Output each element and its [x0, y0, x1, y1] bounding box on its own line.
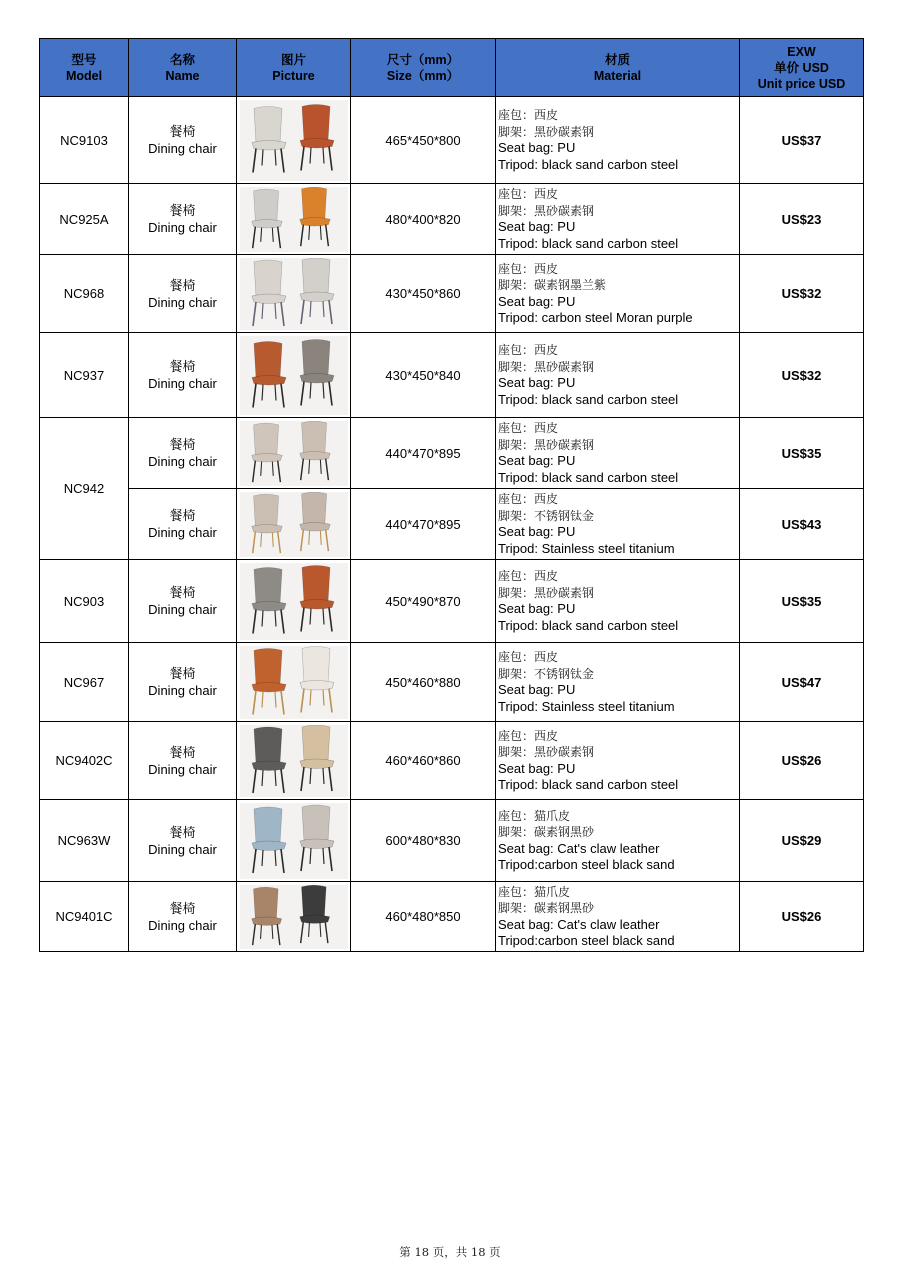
material-cell	[496, 560, 740, 643]
name-cell	[129, 643, 237, 722]
material-line-cn: 脚架：碳素钢黑砂	[498, 825, 595, 839]
product-photo	[240, 725, 348, 797]
size-cell: 450*460*880	[351, 643, 496, 722]
name-cn: 餐椅	[169, 124, 196, 139]
model-cell: NC963W	[40, 800, 129, 882]
material-line-en: Seat bag: PU	[498, 453, 576, 468]
name-cn: 餐椅	[169, 824, 196, 840]
material-line-cn: 脚架：黑砂碳素钢	[498, 745, 595, 759]
material-line-en: Tripod: Stainless steel titanium	[498, 540, 675, 556]
price-cell: US$43	[740, 489, 864, 560]
material-line-en: Tripod: carbon steel Moran purple	[498, 310, 693, 325]
material-line-en: Tripod: black sand carbon steel	[498, 391, 679, 407]
material-line-cn: 脚架：碳素钢黑砂	[498, 901, 595, 915]
material-line-en: Tripod:carbon steel black sand	[498, 857, 675, 872]
table-row	[40, 255, 864, 333]
material-line-cn: 脚架：碳素钢墨兰紫	[498, 278, 607, 292]
material-line-cn: 座包：西皮	[498, 261, 559, 276]
name-cn: 餐椅	[169, 277, 196, 293]
name-cell	[129, 418, 237, 489]
name-cell	[129, 800, 237, 882]
size-cell: 440*470*895	[351, 418, 496, 489]
header-name	[129, 39, 237, 97]
material-line-en: Seat bag: PU	[498, 524, 576, 539]
material-line-cn: 座包：猫爪皮	[498, 808, 571, 823]
header-size-en: Size（mm）	[386, 68, 460, 83]
picture-cell	[237, 722, 351, 800]
name-cell	[129, 722, 237, 800]
material-cell	[496, 184, 740, 255]
product-photo	[240, 563, 348, 640]
picture-cell	[237, 333, 351, 418]
material-cell	[496, 333, 740, 418]
table-row	[40, 560, 864, 643]
table-row	[40, 333, 864, 418]
name-cell	[129, 560, 237, 643]
header-price	[740, 39, 864, 97]
name-en: Dining chair	[148, 525, 217, 540]
header-model	[40, 39, 129, 97]
name-en: Dining chair	[148, 602, 217, 617]
price-cell: US$35	[740, 560, 864, 643]
material-line-cn: 脚架：黑砂碳素钢	[498, 437, 595, 452]
header-material-en: Material	[593, 68, 642, 83]
header-material	[496, 39, 740, 97]
material-cell	[496, 800, 740, 882]
name-cn: 餐椅	[169, 744, 196, 760]
name-cn: 餐椅	[169, 900, 196, 916]
model-cell: NC903	[40, 560, 129, 643]
material-line-en: Tripod: black sand carbon steel	[498, 156, 679, 172]
header-model-en: Model	[65, 68, 103, 83]
picture-cell	[237, 489, 351, 560]
material-line-en: Seat bag: PU	[498, 375, 576, 390]
material-cell	[496, 882, 740, 952]
model-cell: NC925A	[40, 184, 129, 255]
price-cell: US$26	[740, 882, 864, 952]
name-cell	[129, 255, 237, 333]
size-cell: 480*400*820	[351, 184, 496, 255]
material-cell	[496, 418, 740, 489]
size-cell: 600*480*830	[351, 800, 496, 882]
material-line-cn: 脚架：黑砂碳素钢	[498, 203, 595, 218]
material-cell	[496, 643, 740, 722]
page-footer: 第 18 页，共 18 页	[399, 1245, 501, 1259]
name-en: Dining chair	[148, 841, 217, 857]
table-row	[40, 643, 864, 722]
product-photo	[240, 421, 348, 486]
name-cn: 餐椅	[169, 508, 196, 523]
header-picture	[237, 39, 351, 97]
material-line-cn: 脚架：黑砂碳素钢	[498, 124, 595, 139]
size-cell: 460*480*850	[351, 882, 496, 952]
name-cell	[129, 184, 237, 255]
product-photo	[240, 336, 348, 415]
product-photo	[240, 646, 348, 719]
name-en: Dining chair	[148, 141, 217, 156]
name-cn: 餐椅	[169, 359, 196, 374]
material-line-cn: 脚架：不锈钢钛金	[498, 666, 595, 681]
model-cell: NC9402C	[40, 722, 129, 800]
name-cell	[129, 97, 237, 184]
name-en: Dining chair	[148, 683, 217, 698]
name-cell	[129, 489, 237, 560]
material-line-cn: 座包：西皮	[498, 492, 559, 506]
material-cell	[496, 722, 740, 800]
table-row	[40, 489, 864, 560]
size-cell: 465*450*800	[351, 97, 496, 184]
material-line-en: Seat bag: Cat's claw leather	[498, 916, 660, 932]
material-line-en: Tripod: black sand carbon steel	[498, 469, 679, 485]
picture-cell	[237, 255, 351, 333]
price-cell: US$29	[740, 800, 864, 882]
size-cell: 460*460*860	[351, 722, 496, 800]
header-material-cn: 材质	[604, 52, 630, 67]
material-line-en: Seat bag: PU	[498, 140, 576, 155]
name-cn: 餐椅	[169, 437, 196, 452]
model-cell: NC968	[40, 255, 129, 333]
header-price-en: Unit price USD	[757, 76, 846, 91]
header-picture-en: Picture	[272, 68, 315, 83]
model-cell: NC9103	[40, 97, 129, 184]
name-en: Dining chair	[148, 761, 217, 777]
name-en: Dining chair	[148, 376, 217, 391]
material-line-cn: 座包：西皮	[498, 108, 559, 122]
size-cell: 430*450*840	[351, 333, 496, 418]
picture-cell	[237, 184, 351, 255]
material-line-cn: 座包：西皮	[498, 728, 559, 743]
table-row	[40, 418, 864, 489]
picture-cell	[237, 418, 351, 489]
size-cell: 430*450*860	[351, 255, 496, 333]
material-line-en: Seat bag: PU	[498, 682, 576, 697]
material-line-cn: 脚架：不锈钢钛金	[498, 508, 595, 523]
header-picture-cn: 图片	[280, 52, 306, 67]
header-model-cn: 型号	[71, 52, 97, 67]
table-row	[40, 184, 864, 255]
material-line-cn: 座包：西皮	[498, 569, 559, 583]
material-line-en: Seat bag: PU	[498, 293, 576, 309]
picture-cell	[237, 882, 351, 952]
price-cell: US$32	[740, 255, 864, 333]
product-photo	[240, 258, 348, 330]
name-en: Dining chair	[148, 917, 217, 933]
model-cell: NC967	[40, 643, 129, 722]
picture-cell	[237, 800, 351, 882]
picture-cell	[237, 97, 351, 184]
price-cell: US$26	[740, 722, 864, 800]
material-line-cn: 脚架：黑砂碳素钢	[498, 585, 595, 600]
header-name-cn: 名称	[169, 52, 195, 67]
price-cell: US$37	[740, 97, 864, 184]
name-cell	[129, 882, 237, 952]
header-price-cn: 单价 USD	[774, 60, 829, 75]
product-photo	[240, 187, 348, 252]
material-line-en: Tripod: Stainless steel titanium	[498, 698, 675, 714]
table-row	[40, 800, 864, 882]
material-line-cn: 脚架：黑砂碳素钢	[498, 359, 595, 374]
material-line-en: Tripod: black sand carbon steel	[498, 235, 679, 251]
material-line-en: Tripod:carbon steel black sand	[498, 933, 675, 948]
header-name-en: Name	[165, 68, 200, 83]
table-row	[40, 97, 864, 184]
product-photo	[240, 803, 348, 879]
price-cell: US$32	[740, 333, 864, 418]
material-line-en: Seat bag: PU	[498, 760, 576, 776]
material-line-en: Tripod: black sand carbon steel	[498, 777, 679, 792]
material-line-en: Seat bag: PU	[498, 219, 576, 234]
material-line-en: Seat bag: PU	[498, 601, 576, 616]
material-cell	[496, 255, 740, 333]
picture-cell	[237, 560, 351, 643]
name-cn: 餐椅	[169, 585, 196, 600]
model-cell: NC942	[40, 418, 129, 560]
table-row	[40, 882, 864, 952]
size-cell: 440*470*895	[351, 489, 496, 560]
name-en: Dining chair	[148, 220, 217, 235]
material-line-en: Tripod: black sand carbon steel	[498, 617, 679, 633]
model-cell: NC937	[40, 333, 129, 418]
name-en: Dining chair	[148, 294, 217, 310]
material-cell	[496, 489, 740, 560]
material-line-cn: 座包：西皮	[498, 421, 559, 435]
header-size-cn: 尺寸（mm）	[386, 52, 460, 67]
name-cn: 餐椅	[169, 666, 196, 681]
price-cell: US$35	[740, 418, 864, 489]
name-cn: 餐椅	[169, 203, 196, 218]
name-en: Dining chair	[148, 454, 217, 469]
material-line-cn: 座包：西皮	[498, 650, 559, 664]
table-row	[40, 722, 864, 800]
product-photo	[240, 492, 348, 557]
material-line-cn: 座包：西皮	[498, 343, 559, 357]
price-cell: US$23	[740, 184, 864, 255]
header-price-exw: EXW	[787, 44, 816, 59]
picture-cell	[237, 643, 351, 722]
material-line-cn: 座包：猫爪皮	[498, 884, 571, 899]
material-cell	[496, 97, 740, 184]
product-table	[39, 38, 864, 952]
product-photo	[240, 100, 348, 181]
header-size	[351, 39, 496, 97]
model-cell: NC9401C	[40, 882, 129, 952]
size-cell: 450*490*870	[351, 560, 496, 643]
price-cell: US$47	[740, 643, 864, 722]
header-row	[40, 39, 864, 97]
product-photo	[240, 885, 348, 949]
material-line-en: Seat bag: Cat's claw leather	[498, 840, 660, 856]
material-line-cn: 座包：西皮	[498, 187, 559, 201]
name-cell	[129, 333, 237, 418]
